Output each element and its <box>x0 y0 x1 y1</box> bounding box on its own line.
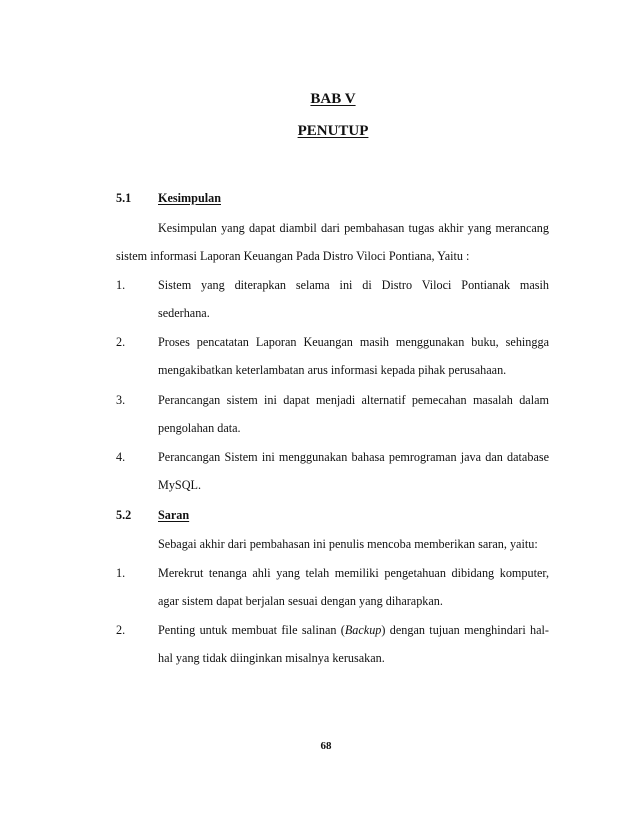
list-item-line: mengakibatkan keterlambatan arus informasi kepada pihak perusahaan. <box>158 363 507 377</box>
list-item-number: 2. <box>116 335 126 349</box>
list-item-line: Merekrut tenanga ahli yang telah memiliki pengetahuan dibidang komputer, <box>158 566 549 580</box>
list-item-line: pengolahan data. <box>158 421 241 435</box>
saran-intro: Sebagai akhir dari pembahasan ini penulis mencoba memberikan saran, yaitu: <box>158 537 538 551</box>
chapter-title: PENUTUP <box>297 123 369 139</box>
section-number-5-1: 5.1 <box>116 191 132 205</box>
list-item-number: 3. <box>116 393 126 407</box>
kesimpulan-intro-line1: Kesimpulan yang dapat diambil dari pembahasan tugas akhir yang merancang <box>158 221 549 235</box>
list-item-line: Perancangan Sistem ini menggunakan bahasa pemrograman java dan database <box>158 450 549 464</box>
kesimpulan-intro-line2: sistem informasi Laporan Keuangan Pada Distro Viloci Pontiana, Yaitu : <box>116 249 470 263</box>
chapter-label: BAB V <box>310 91 356 107</box>
list-item-line: hal yang tidak diinginkan misalnya kerusakan. <box>158 651 385 665</box>
section-number-5-2: 5.2 <box>116 508 132 522</box>
list-item-line: agar sistem dapat berjalan sesuai dengan yang diharapkan. <box>158 594 443 608</box>
list-item-line: MySQL. <box>158 478 202 492</box>
section-title: Saran <box>158 508 190 522</box>
list-item-number: 4. <box>116 450 126 464</box>
list-item-number: 1. <box>116 278 126 292</box>
section-heading-kesimpulan <box>158 190 221 206</box>
list-item-number: 2. <box>116 623 126 637</box>
list-item-number: 1. <box>116 566 126 580</box>
section-title: Kesimpulan <box>158 191 221 205</box>
list-item-line <box>158 622 549 638</box>
section-heading-saran <box>158 507 189 523</box>
list-item-line: Sistem yang diterapkan selama ini di Distro Viloci Pontianak masih <box>158 278 549 292</box>
text-segment: ) dengan tujuan menghindari hal- <box>381 623 549 637</box>
emphasis-text: Backup <box>344 623 382 637</box>
page-number: 68 <box>320 740 332 752</box>
list-item-line: Proses pencatatan Laporan Keuangan masih menggunakan buku, sehingga <box>158 335 549 349</box>
list-item-line: sederhana. <box>158 306 210 320</box>
text-segment: Penting untuk membuat file salinan ( <box>158 623 345 637</box>
list-item-line: Perancangan sistem ini dapat menjadi alternatif pemecahan masalah dalam <box>158 393 549 407</box>
